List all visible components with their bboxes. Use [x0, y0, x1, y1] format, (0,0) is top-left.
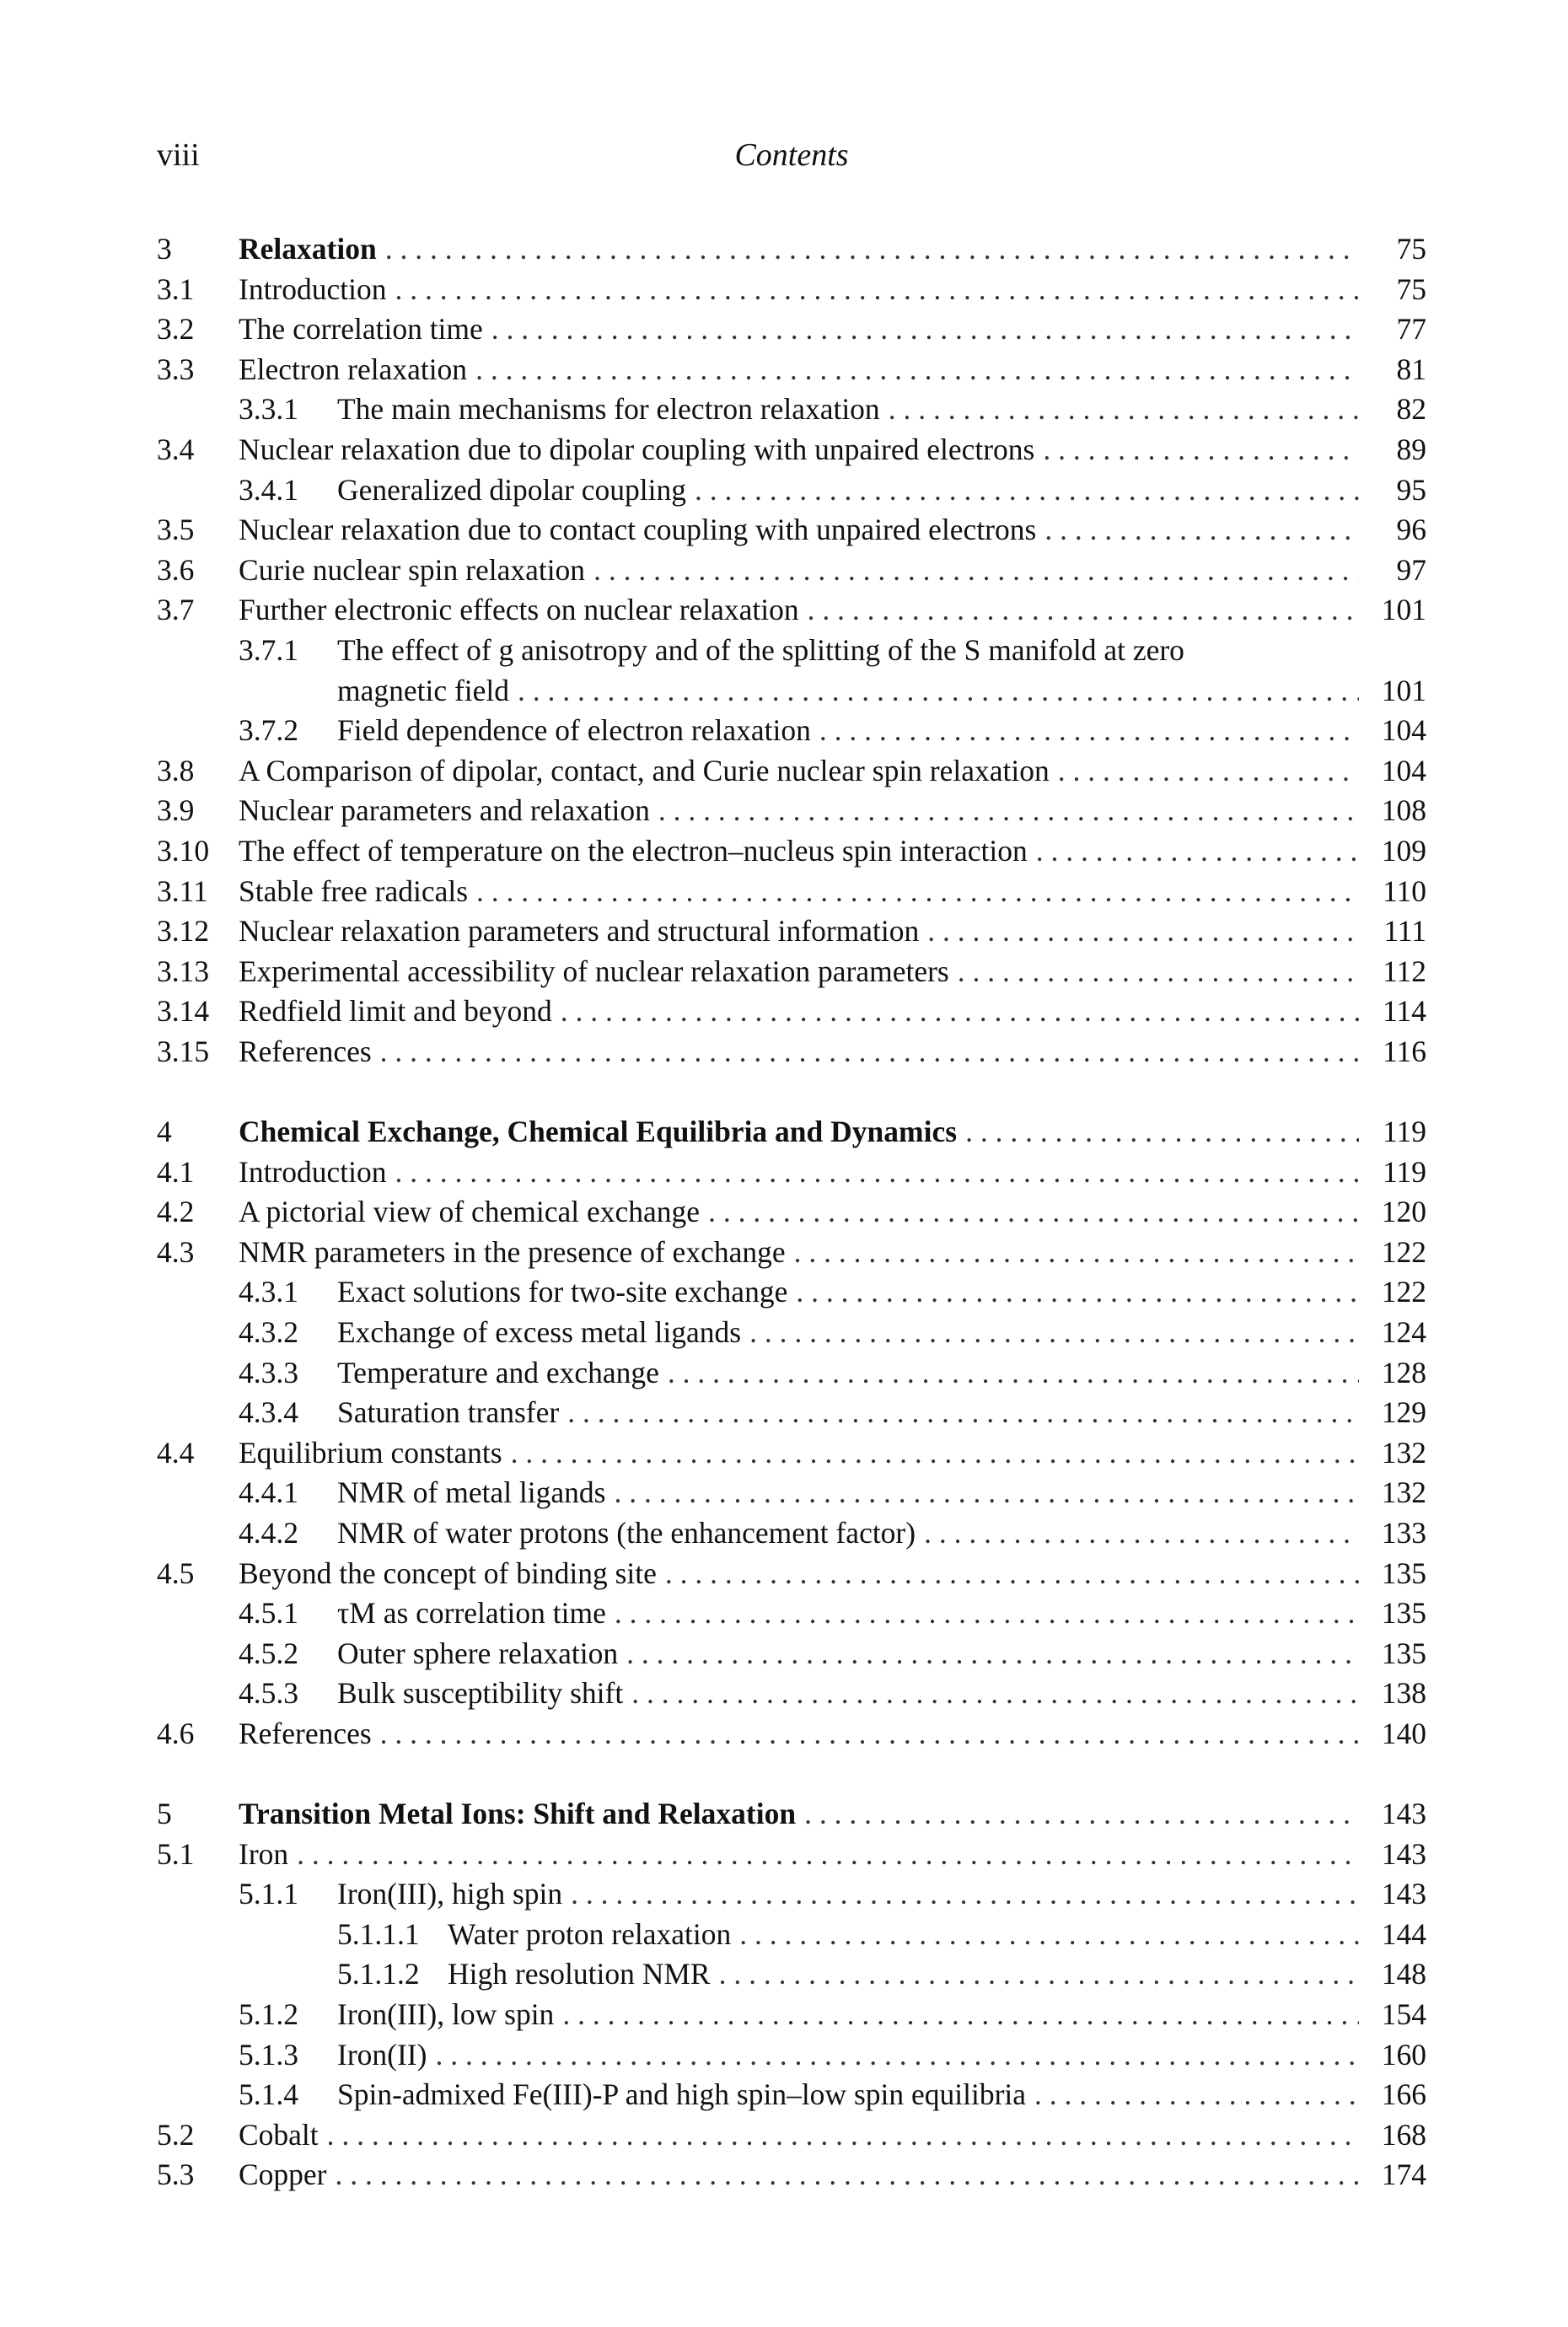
entry-body [337, 1674, 1359, 1714]
entry-title: A Comparison of dipolar, contact, and Curie nuclear spin relaxation [239, 753, 1050, 787]
entry-title: Outer sphere relaxation [337, 1636, 619, 1670]
dot-leader [380, 1714, 1359, 1755]
page-number: 77 [1396, 312, 1426, 347]
entry-number: 5.1.2 [239, 1996, 298, 2031]
page-number: 110 [1383, 873, 1426, 908]
toc-entry [157, 952, 1426, 992]
dot-leader [561, 992, 1359, 1032]
entry-body [337, 1874, 1359, 1915]
entry-number: 3.3 [157, 352, 195, 386]
page-number: 132 [1381, 1475, 1426, 1510]
entry-body [337, 2035, 1359, 2076]
entry-body [239, 1032, 1359, 1072]
entry-number: 3.7.2 [239, 713, 298, 748]
page-number: 96 [1396, 513, 1426, 547]
entry-number: 4.4.2 [239, 1515, 298, 1550]
page-number: 138 [1381, 1676, 1426, 1711]
entry-body [239, 430, 1359, 470]
entry-number: 4.3.2 [239, 1314, 298, 1349]
dot-leader [475, 350, 1359, 390]
entry-number: 4.4.1 [239, 1475, 298, 1510]
dot-leader [665, 1554, 1359, 1594]
entry-number: 3.8 [157, 753, 195, 787]
page-number: 122 [1381, 1234, 1426, 1269]
dot-leader [1043, 430, 1359, 470]
entry-number: 5.1.3 [239, 2037, 298, 2072]
chapter-5 [157, 1794, 1426, 2195]
dot-leader [889, 390, 1359, 430]
entry-number: 4.3.1 [239, 1275, 298, 1309]
toc-entry [157, 1714, 1426, 1755]
entry-body [337, 1272, 1359, 1313]
entry-number: 5.1.1 [239, 1877, 298, 1911]
page-number: 119 [1383, 1154, 1426, 1189]
toc-entry [157, 2155, 1426, 2195]
page-number: 135 [1381, 1596, 1426, 1631]
toc-entry [157, 872, 1426, 912]
toc-entry [157, 270, 1426, 310]
page-number: 132 [1381, 1435, 1426, 1470]
entry-body [337, 711, 1359, 751]
entry-body [239, 992, 1359, 1032]
dot-leader [794, 1233, 1359, 1273]
entry-body [239, 350, 1359, 390]
entry-body [239, 1112, 1359, 1153]
page-number: 89 [1396, 432, 1426, 466]
toc-entry [157, 1674, 1426, 1714]
entry-body [337, 631, 1359, 711]
entry-body [239, 1554, 1359, 1594]
toc-entry [157, 510, 1426, 551]
entry-title: Nuclear relaxation due to dipolar coupling with unpaired electrons [239, 432, 1035, 466]
entry-number: 4.3.4 [239, 1395, 298, 1430]
page-number: 111 [1383, 914, 1426, 949]
dot-leader [395, 1153, 1360, 1193]
page-number: 108 [1381, 793, 1426, 828]
toc-entry [157, 2075, 1426, 2115]
entry-body [239, 791, 1359, 831]
page-number: 101 [1381, 593, 1426, 627]
page-number: 166 [1381, 2077, 1426, 2112]
toc-entry [157, 1192, 1426, 1233]
entry-body [337, 1353, 1359, 1394]
entry-body [239, 1835, 1359, 1875]
dot-leader [927, 911, 1359, 952]
running-title: Contents [734, 137, 849, 173]
page-number: 140 [1381, 1716, 1426, 1750]
dot-leader [562, 1995, 1359, 2035]
page-number: 124 [1381, 1314, 1426, 1349]
page-number: 143 [1381, 1836, 1426, 1871]
entry-number: 3.6 [157, 552, 195, 587]
page-number: 97 [1396, 552, 1426, 587]
entry-body [337, 390, 1359, 430]
dot-leader [571, 1874, 1359, 1915]
dot-leader [476, 872, 1359, 912]
entry-number: 4.3.3 [239, 1355, 298, 1389]
toc-entry [157, 590, 1426, 631]
page-number: 116 [1383, 1034, 1426, 1068]
entry-body [239, 2115, 1359, 2156]
dot-leader [297, 1835, 1359, 1875]
page-number: 144 [1381, 1916, 1426, 1951]
toc-entry [157, 1835, 1426, 1875]
entry-number: 3.5 [157, 513, 195, 547]
entry-body [337, 1634, 1359, 1674]
entry-number: 3.7 [157, 593, 195, 627]
dot-leader [380, 1032, 1359, 1072]
entry-body [239, 2155, 1359, 2195]
page-number: 143 [1381, 1796, 1426, 1830]
page-header [157, 137, 1426, 179]
chapter-heading [157, 1794, 1426, 1835]
entry-body [239, 1433, 1359, 1474]
entry-body [239, 551, 1359, 591]
entry-title: Equilibrium constants [239, 1435, 502, 1470]
entry-number: 4.5.2 [239, 1636, 298, 1670]
entry-title: Relaxation [239, 232, 377, 266]
entry-number: 5.1 [157, 1836, 195, 1871]
entry-title: Nuclear relaxation parameters and structural information [239, 914, 920, 949]
entry-number: 4.1 [157, 1154, 195, 1189]
toc-entry [157, 831, 1426, 872]
entry-body [239, 911, 1359, 952]
page-number: 95 [1396, 472, 1426, 507]
dot-leader [1044, 510, 1359, 551]
entry-body [337, 2075, 1359, 2115]
entry-title: Saturation transfer [337, 1395, 560, 1430]
toc-entry [157, 1393, 1426, 1433]
page-number: 82 [1396, 392, 1426, 427]
toc-entry [157, 551, 1426, 591]
entry-body [239, 1153, 1359, 1193]
toc-entry [157, 791, 1426, 831]
entry-title: NMR parameters in the presence of exchange [239, 1234, 786, 1269]
page-number: 75 [1396, 232, 1426, 266]
toc-entry [157, 1513, 1426, 1554]
page-number: 104 [1381, 713, 1426, 748]
toc-entry [157, 992, 1426, 1032]
entry-number: 3.11 [157, 873, 208, 908]
page-number: 75 [1396, 271, 1426, 306]
entry-body [448, 1915, 1359, 1955]
entry-body [337, 1513, 1359, 1554]
entry-body [239, 1233, 1359, 1273]
entry-number: 4 [157, 1114, 172, 1148]
entry-body [239, 872, 1359, 912]
entry-number: 3.9 [157, 793, 195, 828]
dot-leader [695, 470, 1359, 511]
dot-leader [804, 1794, 1359, 1835]
chapter-3 [157, 229, 1426, 1072]
dot-leader [615, 1593, 1359, 1634]
page-number: 129 [1381, 1395, 1426, 1430]
entry-title: The effect of temperature on the electron–nucleus spin interaction [239, 833, 1028, 868]
entry-number: 3.13 [157, 954, 210, 988]
entry-title: Experimental accessibility of nuclear relaxation parameters [239, 954, 949, 988]
entry-title: NMR of water protons (the enhancement factor) [337, 1515, 916, 1550]
entry-title-cont-text: magnetic field [337, 673, 510, 707]
page-number: 135 [1381, 1636, 1426, 1670]
dot-leader [924, 1513, 1359, 1554]
entry-body [239, 751, 1359, 792]
toc-entry [157, 430, 1426, 470]
dot-leader [491, 309, 1359, 350]
entry-body [337, 1473, 1359, 1513]
chapter-4 [157, 1112, 1426, 1755]
page-number: 112 [1383, 954, 1426, 988]
dot-leader [395, 270, 1360, 310]
page-number: 81 [1396, 352, 1426, 386]
entry-title: Curie nuclear spin relaxation [239, 552, 586, 587]
entry-number: 3.4.1 [239, 472, 298, 507]
toc-entry [157, 1313, 1426, 1353]
entry-title: Further electronic effects on nuclear relaxation [239, 593, 799, 627]
entry-number: 3.12 [157, 914, 210, 949]
page-number: 109 [1381, 833, 1426, 868]
dot-leader [965, 1112, 1359, 1153]
dot-leader [327, 2115, 1359, 2156]
dot-leader [593, 551, 1359, 591]
toc-entry [157, 751, 1426, 792]
entry-body [239, 309, 1359, 350]
entry-number: 5.2 [157, 2117, 195, 2152]
dot-leader [658, 791, 1359, 831]
entry-title: Iron(III), high spin [337, 1877, 563, 1911]
entry-number: 3.7.1 [239, 632, 298, 667]
page-number: 114 [1383, 994, 1426, 1029]
entry-number: 5.1.1.1 [337, 1916, 420, 1951]
entry-number: 3.1 [157, 271, 195, 306]
page-number: 101 [1381, 673, 1426, 707]
entry-title: Iron(III), low spin [337, 1996, 555, 2031]
entry-title-continuation [337, 671, 1359, 712]
entry-number: 3.4 [157, 432, 195, 466]
entry-number: 3 [157, 232, 172, 266]
toc-entry [157, 390, 1426, 430]
entry-title: NMR of metal ligands [337, 1475, 606, 1510]
page-number: 120 [1381, 1195, 1426, 1229]
toc-entry [157, 1153, 1426, 1193]
entry-title: Field dependence of electron relaxation [337, 713, 811, 748]
entry-title: Chemical Exchange, Chemical Equilibria and Dynamics [239, 1114, 958, 1148]
entry-title: Beyond the concept of binding site [239, 1556, 657, 1590]
toc-entry [157, 350, 1426, 390]
toc-entry [157, 1433, 1426, 1474]
entry-title: Generalized dipolar coupling [337, 472, 687, 507]
entry-title: A pictorial view of chemical exchange [239, 1195, 701, 1229]
entry-title: Temperature and exchange [337, 1355, 659, 1389]
dot-leader [1036, 831, 1359, 872]
entry-number: 3.3.1 [239, 392, 298, 427]
entry-number: 4.4 [157, 1435, 195, 1470]
entry-title: Iron(II) [337, 2037, 427, 2072]
entry-number: 5.3 [157, 2158, 195, 2192]
toc-entry [157, 1995, 1426, 2035]
entry-body [239, 1794, 1359, 1835]
entry-title: References [239, 1034, 372, 1068]
entry-title: Stable free radicals [239, 873, 469, 908]
page-number: 128 [1381, 1355, 1426, 1389]
dot-leader [958, 952, 1359, 992]
page-number: 148 [1381, 1957, 1426, 1991]
entry-body [239, 270, 1359, 310]
dot-leader [614, 1473, 1359, 1513]
page-number: 119 [1383, 1114, 1426, 1148]
entry-number: 5 [157, 1796, 172, 1830]
toc-entry [157, 1874, 1426, 1915]
entry-number: 3.2 [157, 312, 195, 347]
page-number: 174 [1381, 2158, 1426, 2192]
chapter-heading [157, 229, 1426, 270]
entry-body [239, 1192, 1359, 1233]
entry-title: Electron relaxation [239, 352, 468, 386]
chapter-heading [157, 1112, 1426, 1153]
entry-body [337, 470, 1359, 511]
toc-entry [157, 2035, 1426, 2076]
page-number: 104 [1381, 753, 1426, 787]
entry-title: Exchange of excess metal ligands [337, 1314, 742, 1349]
toc-entry [157, 1554, 1426, 1594]
entry-title: Copper [239, 2158, 327, 2192]
entry-title: The correlation time [239, 312, 483, 347]
dot-leader [749, 1313, 1359, 1353]
toc-entry [157, 309, 1426, 350]
entry-body [239, 590, 1359, 631]
entry-number: 5.1.4 [239, 2077, 298, 2112]
dot-leader [739, 1915, 1359, 1955]
page-number: 135 [1381, 1556, 1426, 1590]
entry-title: Water proton relaxation [448, 1916, 732, 1951]
dot-leader [1058, 751, 1359, 792]
toc-entry [157, 711, 1426, 751]
dot-leader [808, 590, 1359, 631]
entry-title: Bulk susceptibility shift [337, 1676, 624, 1711]
entry-number: 4.5.3 [239, 1676, 298, 1711]
entry-body [337, 1313, 1359, 1353]
toc-entry [157, 470, 1426, 511]
entry-number: 5.1.1.2 [337, 1957, 420, 1991]
entry-title: High resolution NMR [448, 1957, 711, 1991]
toc-entry [157, 631, 1426, 711]
dot-leader [435, 2035, 1359, 2076]
page-number: 160 [1381, 2037, 1426, 2072]
dot-leader [668, 1353, 1359, 1394]
entry-title: Cobalt [239, 2117, 319, 2152]
entry-number: 3.15 [157, 1034, 210, 1068]
entry-body [239, 1714, 1359, 1755]
toc-entry [157, 1634, 1426, 1674]
page-number: 122 [1381, 1275, 1426, 1309]
entry-body [239, 952, 1359, 992]
toc-entry [157, 1473, 1426, 1513]
page-number: 154 [1381, 1996, 1426, 2031]
entry-title: τM as correlation time [337, 1596, 606, 1631]
dot-leader [626, 1634, 1359, 1674]
page-number: 133 [1381, 1515, 1426, 1550]
entry-title: Iron [239, 1836, 289, 1871]
entry-body [337, 1995, 1359, 2035]
dot-leader [796, 1272, 1359, 1313]
entry-body [448, 1954, 1359, 1995]
toc-entry [157, 911, 1426, 952]
toc-entry [157, 1233, 1426, 1273]
entry-title: Transition Metal Ions: Shift and Relaxation [239, 1796, 797, 1830]
entry-title: Nuclear relaxation due to contact coupling with unpaired electrons [239, 513, 1037, 547]
toc-entry [157, 1032, 1426, 1072]
dot-leader [708, 1192, 1359, 1233]
entry-body [239, 831, 1359, 872]
entry-title: Introduction [239, 271, 387, 306]
toc-entry [157, 1593, 1426, 1634]
toc-entry [157, 2115, 1426, 2156]
dot-leader [1034, 2075, 1359, 2115]
page-number: 143 [1381, 1877, 1426, 1911]
toc-entry [157, 1272, 1426, 1313]
entry-number: 4.5.1 [239, 1596, 298, 1631]
toc-entry [157, 1954, 1426, 1995]
entry-title: Redfield limit and beyond [239, 994, 552, 1029]
entry-number: 4.6 [157, 1716, 195, 1750]
entry-number: 4.5 [157, 1556, 195, 1590]
table-of-contents [157, 229, 1426, 2235]
page-number: 168 [1381, 2117, 1426, 2152]
entry-title: References [239, 1716, 372, 1750]
entry-number: 4.3 [157, 1234, 195, 1269]
toc-entry [157, 1353, 1426, 1394]
toc-entry [157, 1915, 1426, 1955]
page-folio: viii [157, 137, 200, 173]
entry-title: The effect of g anisotropy and of the splitting of the S manifold at zero [337, 632, 1184, 667]
dot-leader [567, 1393, 1359, 1433]
entry-body [239, 229, 1359, 270]
dot-leader [518, 671, 1359, 712]
dot-leader [719, 1954, 1359, 1995]
entry-body [239, 510, 1359, 551]
entry-title: Spin-admixed Fe(III)-P and high spin–low spin equilibria [337, 2077, 1027, 2112]
entry-title: Exact solutions for two-site exchange [337, 1275, 788, 1309]
entry-title: The main mechanisms for electron relaxation [337, 392, 880, 427]
dot-leader [631, 1674, 1359, 1714]
dot-leader [336, 2155, 1359, 2195]
entry-body [337, 1393, 1359, 1433]
entry-number: 3.10 [157, 833, 210, 868]
dot-leader [511, 1433, 1359, 1474]
entry-number: 3.14 [157, 994, 210, 1029]
entry-body [337, 1593, 1359, 1634]
dot-leader [819, 711, 1359, 751]
entry-number: 4.2 [157, 1195, 195, 1229]
dot-leader [385, 229, 1359, 270]
entry-title: Introduction [239, 1154, 387, 1189]
entry-title: Nuclear parameters and relaxation [239, 793, 650, 828]
